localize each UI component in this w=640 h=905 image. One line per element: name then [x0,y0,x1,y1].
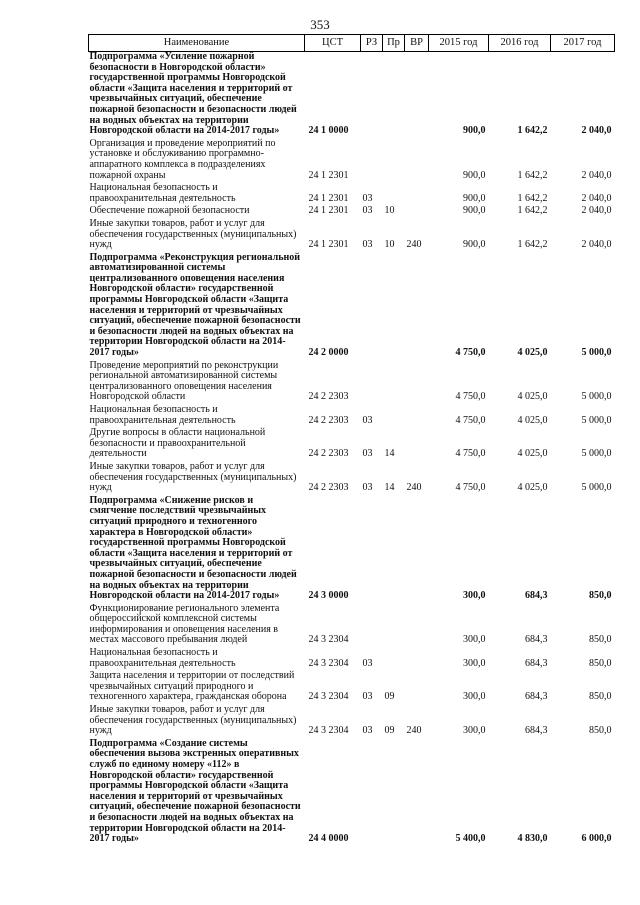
cell-2017: 5 000,0 [581,391,612,403]
table-row [89,359,615,403]
cell-2015: 900,0 [463,205,486,217]
cell-rz [361,251,383,359]
cell-pr [383,52,405,137]
cell-pr: 09 [384,725,395,737]
cell-vr [405,52,429,137]
cell-pr [383,137,405,181]
cell-2015: 4 750,0 [455,414,486,426]
cell-2016: 4 025,0 [517,391,548,403]
cell-2015: 900,0 [463,125,486,137]
table-row [89,646,615,669]
cell-cst: 24 2 2303 [308,391,349,403]
cell-2016: 1 642,2 [517,205,548,217]
header-name: Наименование [89,35,305,52]
cell-name: Национальная безопасность и правоохранительная деятельность [89,647,236,669]
cell-2016: 4 025,0 [517,347,548,359]
cell-cst: 24 2 2303 [308,414,349,426]
cell-rz: 03 [362,691,373,703]
cell-2016: 1 642,2 [517,169,548,181]
cell-vr [405,737,429,845]
cell-pr: 09 [384,691,395,703]
cell-2017: 5 000,0 [581,347,612,359]
cell-2015: 300,0 [463,691,486,703]
cell-2017: 2 040,0 [581,205,612,217]
table-row [89,426,615,460]
cell-name: Другие вопросы в области национальной безопасности и правоохранительной деятельности [89,427,266,460]
cell-pr: 10 [384,205,395,217]
cell-pr [383,737,405,845]
cell-vr [405,251,429,359]
cell-name: Обеспечение пожарной безопасности [89,205,250,217]
cell-pr [383,646,405,669]
cell-name: Иные закупки товаров, работ и услуг для обеспечения государственных (муниципальных) нужд [89,460,297,494]
cell-2017: 850,0 [589,590,612,602]
cell-pr: 14 [384,482,395,494]
cell-rz [361,494,383,602]
cell-name: Функционирование регионального элемента общероссийской комплексной системы информирования и оповещения населения в местах массового пребывания людей [89,602,280,646]
cell-cst: 24 2 2303 [308,448,349,460]
cell-pr: 14 [384,448,395,460]
header-2017: 2017 год [551,35,615,52]
table-row [89,460,615,494]
cell-name: Подпрограмма «Создание системы обеспечения вызова экстренных оперативных служб по единому номеру «112» в Новгородской области» государственной программы Новгородской области «Защита населения и территорий от чрезвычайных ситуаций, обеспечение пожарной безопасности и безопасности людей на водных объектах на территории Новгородской области на 2014-2017 годы» [89,737,301,845]
cell-rz: 03 [362,239,373,251]
cell-cst: 24 4 0000 [308,833,349,845]
cell-pr [383,403,405,426]
table-row [89,137,615,181]
cell-2017: 5 000,0 [581,482,612,494]
cell-2016: 4 025,0 [517,414,548,426]
cell-pr: 10 [384,239,395,251]
cell-pr [383,359,405,403]
cell-name: Иные закупки товаров, работ и услуг для обеспечения государственных (муниципальных) нужд [89,704,297,737]
cell-vr [405,646,429,669]
cell-vr [405,181,429,204]
cell-2017: 2 040,0 [581,192,612,204]
cell-cst: 24 3 2304 [308,725,349,737]
cell-cst: 24 3 2304 [308,634,349,646]
cell-pr [383,251,405,359]
table-row [89,737,615,845]
cell-vr [405,494,429,602]
cell-2015: 900,0 [463,192,486,204]
cell-2016: 4 025,0 [517,482,548,494]
table-row [89,251,615,359]
cell-cst: 24 1 2301 [308,239,349,251]
cell-2017: 2 040,0 [581,125,612,137]
table-row [89,181,615,204]
cell-2017: 2 040,0 [581,169,612,181]
cell-2017: 5 000,0 [581,448,612,460]
budget-table [88,34,615,845]
cell-rz: 03 [362,657,373,669]
cell-name: Подпрограмма «Снижение рисков и смягчение последствий чрезвычайных ситуаций природного и техногенного характера в Новгородской области» государственной программы Новгородской области «Защита населения и территорий от чрезвычайных ситуаций, обеспечение пожарной безопасности и безопасности людей на водных объектах на территории Новгородской области на 2014-2017 годы» [89,494,297,602]
cell-rz: 03 [362,192,373,204]
table-row [89,602,615,646]
header-2016: 2016 год [489,35,551,52]
cell-rz: 03 [362,414,373,426]
header-rz: РЗ [361,35,383,52]
cell-2016: 4 025,0 [517,448,548,460]
cell-pr [383,181,405,204]
cell-2016: 684,3 [525,590,548,602]
page-number: 353 [310,17,330,32]
cell-2015: 300,0 [463,725,486,737]
cell-vr [405,602,429,646]
cell-name: Подпрограмма «Реконструкция региональной автоматизированной системы централизованного оповещения населения Новгородской области» государственной программы Новгородской области «Защита населения и территорий от чрезвычайных ситуаций, обеспечение пожарной безопасности и безопасности людей на водных объектах на территории Новгородской области на 2014-2017 годы» [89,251,301,359]
cell-vr [405,137,429,181]
cell-name: Иные закупки товаров, работ и услуг для обеспечения государственных (муниципальных) нужд [89,217,297,251]
cell-cst: 24 2 0000 [308,347,349,359]
cell-2017: 5 000,0 [581,414,612,426]
cell-vr: 240 [406,725,422,737]
cell-2017: 850,0 [589,634,612,646]
cell-2015: 900,0 [463,239,486,251]
cell-cst: 24 1 2301 [308,169,349,181]
cell-2016: 684,3 [525,725,548,737]
cell-2015: 300,0 [463,590,486,602]
cell-2015: 900,0 [463,169,486,181]
cell-vr: 240 [406,239,422,251]
cell-cst: 24 3 0000 [308,590,349,602]
cell-vr [405,669,429,703]
cell-2016: 1 642,2 [517,192,548,204]
cell-2016: 4 830,0 [517,833,548,845]
cell-2016: 1 642,2 [517,239,548,251]
cell-cst: 24 3 2304 [308,691,349,703]
cell-name: Национальная безопасность и правоохранительная деятельность [89,404,236,426]
cell-2017: 2 040,0 [581,239,612,251]
header-cst: ЦСТ [305,35,361,52]
cell-2015: 4 750,0 [455,448,486,460]
table-row [89,217,615,251]
cell-vr: 240 [406,482,422,494]
cell-rz [361,737,383,845]
cell-rz [361,359,383,403]
cell-2015: 4 750,0 [455,347,486,359]
cell-2017: 850,0 [589,657,612,669]
cell-rz: 03 [362,205,373,217]
cell-name: Подпрограмма «Усиление пожарной безопасности в Новгородской области» государственной программы Новгородской области «Защита населения и территорий от чрезвычайных ситуаций, обеспечение пожарной безопасности и безопасности людей на водных объектах на территории Новгородской области на 2014-2017 годы» [89,51,297,137]
table-header-row [89,35,615,52]
cell-2016: 684,3 [525,634,548,646]
cell-2017: 850,0 [589,691,612,703]
cell-vr [405,403,429,426]
header-2015: 2015 год [429,35,489,52]
table-row [89,703,615,737]
cell-name: Национальная безопасность и правоохранительная деятельность [89,182,236,204]
header-pr: Пр [383,35,405,52]
cell-2015: 4 750,0 [455,391,486,403]
cell-2016: 684,3 [525,657,548,669]
cell-2015: 4 750,0 [455,482,486,494]
cell-rz: 03 [362,448,373,460]
table-body [89,52,615,845]
table-row [89,52,615,137]
table-row [89,494,615,602]
table-row [89,669,615,703]
cell-2016: 1 642,2 [517,125,548,137]
cell-rz [361,137,383,181]
cell-cst: 24 3 2304 [308,657,349,669]
cell-2015: 300,0 [463,634,486,646]
cell-vr [405,359,429,403]
cell-2015: 300,0 [463,657,486,669]
cell-pr [383,602,405,646]
cell-cst: 24 1 2301 [308,192,349,204]
cell-pr [383,494,405,602]
cell-name: Защита населения и территории от последствий чрезвычайных ситуаций природного и техногенного характера, гражданская оборона [89,670,295,703]
cell-rz: 03 [362,482,373,494]
cell-vr [405,204,429,217]
cell-vr [405,426,429,460]
cell-cst: 24 2 2303 [308,482,349,494]
cell-rz [361,52,383,137]
cell-name: Организация и проведение мероприятий по установке и обслуживанию программно-аппаратного комплекса в подразделениях пожарной охраны [89,137,276,181]
table-row [89,204,615,217]
cell-name: Проведение мероприятий по реконструкции региональной автоматизированной системы централизованного оповещения населения Новгородской области [89,359,279,403]
cell-2015: 5 400,0 [455,833,486,845]
table-row [89,403,615,426]
cell-2016: 684,3 [525,691,548,703]
cell-2017: 6 000,0 [581,833,612,845]
cell-cst: 24 1 2301 [308,205,349,217]
header-vr: ВР [405,35,429,52]
cell-rz [361,602,383,646]
cell-rz: 03 [362,725,373,737]
cell-cst: 24 1 0000 [308,125,349,137]
cell-2017: 850,0 [589,725,612,737]
